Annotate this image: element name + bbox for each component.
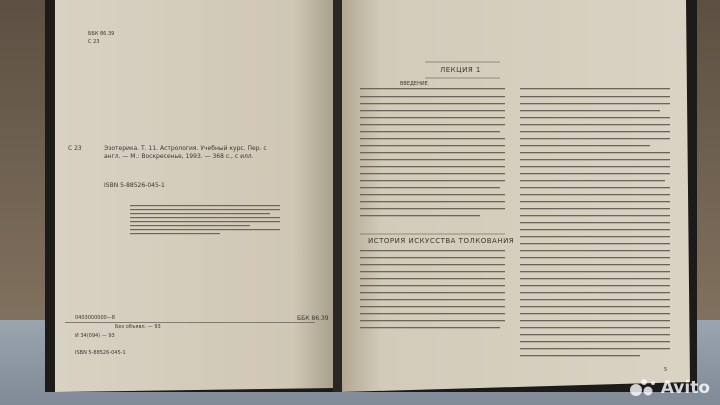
- catalog-code: С 23: [68, 145, 82, 152]
- code-bottom-3: И 34(094) — 93: [75, 333, 115, 339]
- code-top: С 23: [88, 39, 100, 45]
- lecture-heading: ЛЕКЦИЯ 1: [440, 66, 481, 74]
- history-heading: ИСТОРИЯ ИСКУССТВА ТОЛКОВАНИЯ: [368, 237, 515, 245]
- avito-watermark: [627, 377, 710, 399]
- code-bottom: 0403000000—8: [75, 315, 115, 321]
- isbn-bottom: ISBN 5-88526-045-1: [75, 350, 126, 356]
- catalog-entry: Эзотерика. Т. 11. Астрология. Учебный курс. Пер. с: [104, 145, 267, 152]
- isbn: ISBN 5-88526-045-1: [104, 182, 165, 189]
- intro-heading: ВВЕДЕНИЕ: [400, 81, 428, 87]
- page-number: 5: [664, 367, 668, 373]
- bbk-top: ББК 86.39: [88, 31, 115, 37]
- code-bottom-2: Без объявл. — 93: [115, 324, 161, 330]
- catalog-entry-2: англ. — М.: Воскресенье, 1993. — 368 с., с илл.: [104, 153, 254, 160]
- bbk-bottom: ББК 86.39: [297, 315, 329, 322]
- watermark-text: Avito: [660, 378, 710, 398]
- spine: [333, 0, 342, 392]
- avito-logo-icon: [627, 377, 657, 399]
- right-page: [340, 0, 690, 392]
